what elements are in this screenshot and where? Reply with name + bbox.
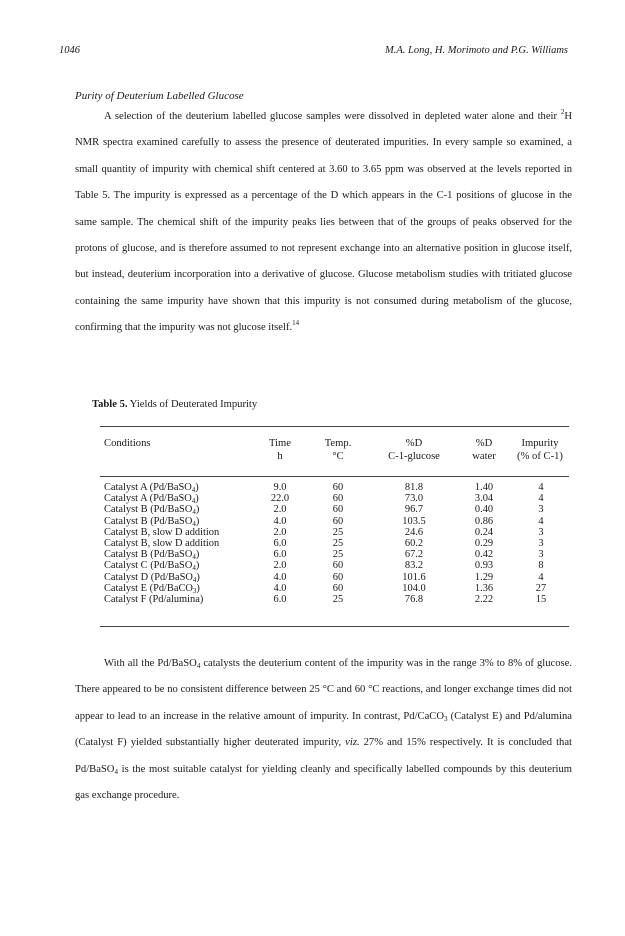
cell-conditions: Catalyst B (Pd/BaSO$_4$) [104, 515, 200, 528]
cell-temp: 25 [332, 549, 344, 561]
viz-italic: viz. [345, 737, 360, 749]
cell-impurity: 4 [538, 482, 544, 493]
cell-time: 22.0 [270, 493, 290, 505]
cell-impurity: 4 [538, 571, 544, 583]
cell-temp: 60 [332, 582, 344, 594]
cell-conditions: Catalyst B (Pd/BaSO$_4$) [104, 549, 200, 562]
cell-d-water: 0.42 [474, 549, 494, 561]
cell-impurity: 15 [535, 593, 547, 605]
cell-d-glucose: 103.5 [402, 515, 426, 527]
cell-impurity: 3 [538, 537, 544, 549]
cell-conditions: Catalyst B (Pd/BaSO$_4$) [104, 504, 200, 517]
cell-time: 2.0 [273, 526, 287, 538]
cell-time: 2.0 [273, 504, 287, 516]
cell-d-glucose: 67.2 [404, 549, 424, 561]
table-row [0, 538, 625, 549]
cell-conditions: Catalyst B, slow D addition [104, 537, 220, 549]
cell-conditions: Catalyst A (Pd/BaSO$_4$) [104, 493, 199, 506]
section-title: Purity of Deuterium Labelled Glucose [75, 90, 244, 102]
page-header [0, 45, 625, 61]
paragraph-purity: A selection of the deuterium labelled glucose samples were dissolved in depleted water alone and their $^2$H NMR spectra examined carefully to assess the presence of deuterated impurities. In every sample so examined, a small quantity of impurity with chemical shift centered at 3.60 to 3.65 ppm was observed at the levels reported in Table 5. The impurity is expressed as a percentage of the D which appears in the C-1 positions of glucose in the same sample. The chemical shift of the impurity peaks lies between that of the groups of peaks observed for the protons of glucose, and is therefore assumed to not represent exchange into an alternative position in glucose itself, but instead, deuterium incorporation into a derivative of glucose. Glucose metabolism studies with tritiated glucose containing the same impurity have shown that this impurity is not consumed during metabolism of the glucose, confirming that the impurity was not glucose itself.$^{14}$ [75, 108, 572, 334]
cell-conditions: Catalyst B, slow D addition [104, 526, 220, 538]
cell-conditions: Catalyst D (Pd/BaSO$_4$) [104, 571, 200, 584]
cell-conditions: Catalyst E (Pd/BaCO$_3$) [104, 582, 200, 595]
cell-d-glucose: 104.0 [402, 582, 426, 594]
cell-temp: 60 [332, 504, 344, 516]
table-row [0, 504, 625, 515]
cell-time: 4.0 [273, 582, 287, 594]
citation-ref: 14 [292, 319, 300, 328]
table-row [0, 560, 625, 571]
cell-impurity: 3 [538, 526, 544, 538]
table-row [0, 482, 625, 493]
cell-time: 2.0 [273, 560, 287, 572]
cell-temp: 25 [332, 593, 344, 605]
cell-d-glucose: 96.7 [404, 504, 424, 516]
cell-conditions: Catalyst C (Pd/BaSO$_4$) [104, 560, 200, 573]
cell-temp: 60 [332, 560, 344, 572]
table-rule-bottom [100, 626, 569, 627]
paragraph-catalysts: With all the Pd/BaSO$_4$ catalysts the deuterium content of the impurity was in the range 3% to 8% of glucose. There appeared to be no consistent difference between 25 °C and 60 °C reactions, and longer exchange times did not appear to lead to an increase in the relative amount of impurity. In contrast, Pd/CaCO$_3$ (Catalyst E) and Pd/alumina (Catalyst F) yielded substantially higher deuterated impurity, viz. 27% and 15% respectively. It is concluded that Pd/BaSO$_4$ is the most suitable catalyst for yielding cleanly and specifically labelled compounds by this deuterium gas exchange procedure. [75, 658, 572, 802]
cell-temp: 60 [332, 493, 344, 505]
cell-d-water: 1.29 [474, 571, 494, 583]
cell-d-glucose: 24.6 [404, 526, 424, 538]
table-row [0, 594, 625, 605]
cell-time: 6.0 [273, 537, 287, 549]
cell-d-water: 0.24 [474, 526, 494, 538]
table-row [0, 516, 625, 527]
cell-d-water: 3.04 [474, 493, 494, 505]
cell-d-water: 2.22 [474, 593, 494, 605]
cell-temp: 25 [332, 537, 344, 549]
cell-impurity: 3 [538, 549, 544, 561]
cell-impurity: 4 [538, 493, 544, 505]
header-temp: Temp. °C [324, 438, 352, 462]
cell-impurity: 8 [538, 560, 544, 572]
table-row [0, 493, 625, 504]
cell-d-water: 0.86 [474, 515, 494, 527]
table-row [0, 572, 625, 583]
table-rule-top [100, 426, 569, 427]
table-body [0, 482, 625, 605]
cell-time: 6.0 [273, 549, 287, 561]
cell-d-water: 0.93 [474, 560, 494, 572]
table-caption: Table 5. Yields of Deuterated Impurity [92, 399, 258, 410]
table-rule-middle [100, 476, 569, 477]
table-row [0, 527, 625, 538]
cell-impurity: 27 [535, 582, 547, 594]
cell-d-glucose: 101.6 [402, 571, 426, 583]
cell-d-glucose: 73.0 [404, 493, 424, 505]
page-number: 1046 [59, 45, 80, 56]
header-d-water: %D water [472, 438, 496, 462]
header-conditions: Conditions [104, 438, 151, 449]
header-d-glucose: %D C-1-glucose [388, 438, 440, 462]
cell-temp: 60 [332, 515, 344, 527]
cell-d-glucose: 76.8 [404, 593, 424, 605]
header-time: Time h [269, 438, 291, 462]
cell-temp: 60 [332, 482, 344, 493]
table-row [0, 549, 625, 560]
running-head: M.A. Long, H. Morimoto and P.G. Williams [385, 45, 568, 56]
cell-temp: 25 [332, 526, 344, 538]
table-label: Table 5. [92, 399, 128, 410]
cell-time: 4.0 [273, 515, 287, 527]
cell-d-water: 0.40 [474, 504, 494, 516]
superscript-2: 2 [560, 108, 565, 116]
cell-d-glucose: 83.2 [404, 560, 424, 572]
cell-conditions: Catalyst F (Pd/alumina) [104, 593, 204, 605]
cell-temp: 60 [332, 571, 344, 583]
cell-d-glucose: 81.8 [404, 482, 424, 493]
cell-conditions: Catalyst A (Pd/BaSO$_4$) [104, 482, 199, 494]
header-impurity: Impurity (% of C-1) [517, 438, 563, 462]
cell-d-water: 0.29 [474, 537, 494, 549]
cell-d-water: 1.36 [474, 582, 494, 594]
cell-time: 4.0 [273, 571, 287, 583]
cell-d-glucose: 60.2 [404, 537, 424, 549]
cell-time: 6.0 [273, 593, 287, 605]
cell-impurity: 4 [538, 515, 544, 527]
table-row [0, 583, 625, 594]
cell-impurity: 3 [538, 504, 544, 516]
cell-d-water: 1.40 [474, 482, 494, 493]
cell-time: 9.0 [273, 482, 287, 493]
